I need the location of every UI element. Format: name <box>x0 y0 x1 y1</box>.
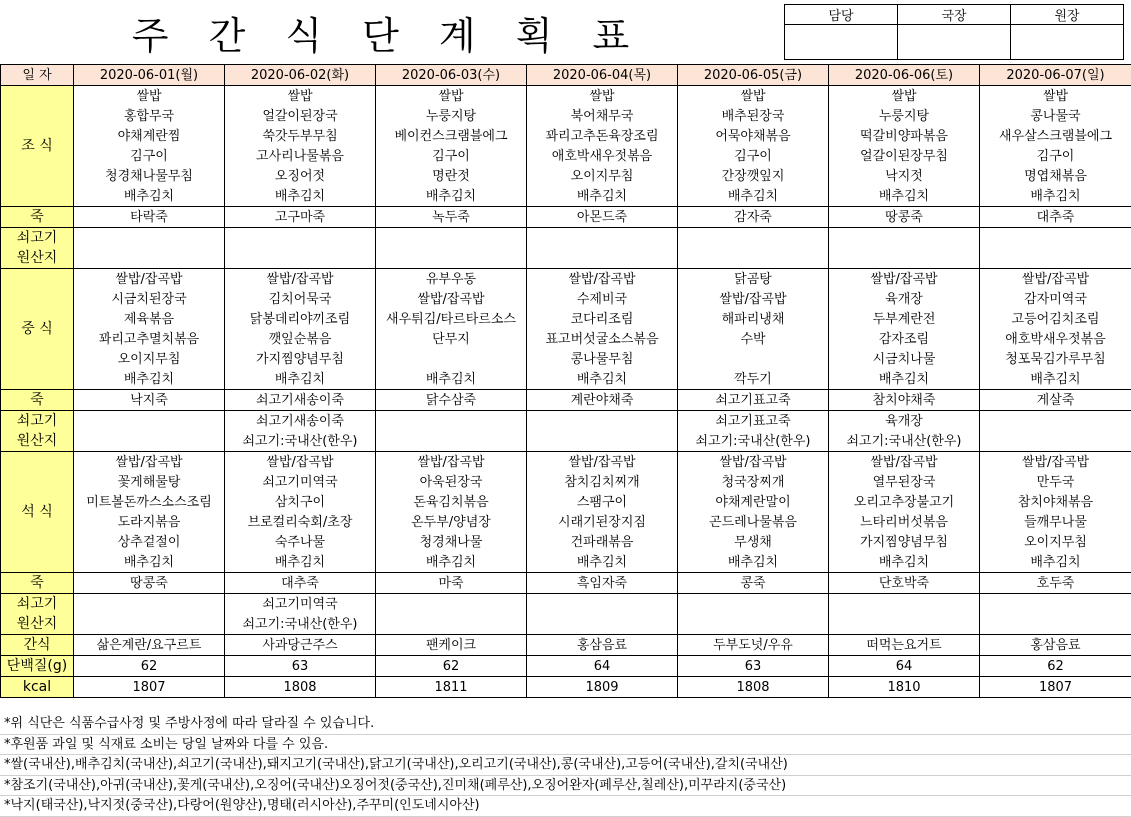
protein-item: 64 <box>829 656 980 677</box>
breakfast-item: 배추김치 <box>74 186 225 207</box>
breakfast-porridge-row <box>1 207 1131 228</box>
dinner-item: 아욱된장국 <box>376 472 527 492</box>
dinner-row <box>1 472 1131 492</box>
beef-origin-1-item <box>74 228 225 249</box>
breakfast-row <box>1 126 1131 146</box>
beef-origin-2-item: 쇠고기표고죽 <box>678 411 829 432</box>
dinner-item: 쇠고기미역국 <box>225 472 376 492</box>
approval-sign-head[interactable] <box>1011 25 1124 60</box>
beef-origin-3-item <box>376 594 527 615</box>
breakfast-item: 누룽지탕 <box>376 106 527 126</box>
snack-item: 두부도넛/우유 <box>678 635 829 656</box>
dinner-row <box>1 552 1131 573</box>
beef-origin-3-item <box>74 614 225 635</box>
breakfast-item: 배추김치 <box>980 186 1131 207</box>
breakfast-item: 고사리나물볶음 <box>225 146 376 166</box>
beef-origin-3-item <box>678 594 829 615</box>
breakfast-item: 얼갈이된장국 <box>225 106 376 126</box>
beef-origin-1-item <box>980 228 1131 249</box>
snack-item: 팬케이크 <box>376 635 527 656</box>
dinner-item: 브로컬리숙회/초장 <box>225 512 376 532</box>
lunch-item: 깻잎순볶음 <box>225 329 376 349</box>
dinner-item: 가지찜양념무침 <box>829 532 980 552</box>
beef-origin-2-item: 육개장 <box>829 411 980 432</box>
beef-origin-2-item <box>527 431 678 452</box>
dinner-item: 도라지볶음 <box>74 512 225 532</box>
dinner-item: 무생채 <box>678 532 829 552</box>
lunch-item: 배추김치 <box>225 369 376 390</box>
breakfast-item: 배추김치 <box>678 186 829 207</box>
beef-origin-1-item <box>225 228 376 249</box>
breakfast-porridge-item: 대추죽 <box>980 207 1131 228</box>
snack-row <box>1 635 1131 656</box>
dinner-item: 참치야채볶음 <box>980 492 1131 512</box>
beef-origin-3-item: 쇠고기:국내산(한우) <box>225 614 376 635</box>
dinner-item: 청경채나물 <box>376 532 527 552</box>
lunch-item: 꽈리고추멸치볶음 <box>74 329 225 349</box>
date-header: 2020-06-03(수) <box>376 65 527 86</box>
beef-origin-3-label: 쇠고기 <box>1 594 74 615</box>
breakfast-row <box>1 186 1131 207</box>
breakfast-porridge-item: 녹두죽 <box>376 207 527 228</box>
snack-item: 사과당근주스 <box>225 635 376 656</box>
beef-origin-1-item <box>678 228 829 249</box>
lunch-item <box>376 349 527 369</box>
protein-item: 63 <box>225 656 376 677</box>
lunch-item: 감자조림 <box>829 329 980 349</box>
breakfast-item: 새우살스크램블에그 <box>980 126 1131 146</box>
dinner-label: 석 식 <box>1 452 74 573</box>
beef-origin-2-row <box>1 431 1131 452</box>
lunch-porridge-item: 쇠고기새송이죽 <box>225 390 376 411</box>
beef-origin-3-row <box>1 614 1131 635</box>
breakfast-item: 콩나물국 <box>980 106 1131 126</box>
approval-sign-manager[interactable] <box>785 25 898 60</box>
breakfast-porridge-item: 땅콩죽 <box>829 207 980 228</box>
dinner-porridge-item: 흑임자죽 <box>527 573 678 594</box>
lunch-item: 수제비국 <box>527 289 678 309</box>
date-header: 2020-06-05(금) <box>678 65 829 86</box>
lunch-item: 쌀밥/잡곡밥 <box>376 289 527 309</box>
breakfast-item: 쌀밥 <box>74 86 225 107</box>
breakfast-item: 쌀밥 <box>829 86 980 107</box>
lunch-item: 배추김치 <box>980 369 1131 390</box>
breakfast-item: 떡갈비양파볶음 <box>829 126 980 146</box>
page-title: 주 간 식 단 계 획 표 <box>0 0 775 64</box>
lunch-item: 고등어김치조림 <box>980 309 1131 329</box>
dinner-row <box>1 512 1131 532</box>
lunch-item <box>678 349 829 369</box>
dinner-item: 숙주나물 <box>225 532 376 552</box>
breakfast-item: 애호박새우젓볶음 <box>527 146 678 166</box>
beef-origin-2-item: 쇠고기:국내산(한우) <box>829 431 980 452</box>
dinner-item: 곤드레나물볶음 <box>678 512 829 532</box>
breakfast-label: 조 식 <box>1 86 74 207</box>
breakfast-item: 꽈리고추돈육장조림 <box>527 126 678 146</box>
lunch-item: 배추김치 <box>74 369 225 390</box>
kcal-item: 1807 <box>74 677 225 698</box>
lunch-item: 해파리냉채 <box>678 309 829 329</box>
breakfast-item: 명엽채볶음 <box>980 166 1131 186</box>
dinner-item: 온두부/양념장 <box>376 512 527 532</box>
breakfast-item: 쌀밥 <box>678 86 829 107</box>
lunch-porridge-item: 참치야채죽 <box>829 390 980 411</box>
dinner-porridge-item: 단호박죽 <box>829 573 980 594</box>
lunch-item: 김치어묵국 <box>225 289 376 309</box>
breakfast-item: 쌀밥 <box>527 86 678 107</box>
breakfast-porridge-label: 죽 <box>1 207 74 228</box>
beef-origin-1-item <box>829 248 980 269</box>
lunch-item: 쌀밥/잡곡밥 <box>74 269 225 290</box>
kcal-item: 1810 <box>829 677 980 698</box>
protein-item: 64 <box>527 656 678 677</box>
dinner-porridge-item: 마죽 <box>376 573 527 594</box>
beef-origin-2-item <box>376 431 527 452</box>
dinner-item: 시래기된장지짐 <box>527 512 678 532</box>
snack-item: 홍삼음료 <box>527 635 678 656</box>
lunch-item: 육개장 <box>829 289 980 309</box>
kcal-item: 1809 <box>527 677 678 698</box>
lunch-porridge-item: 계란야채죽 <box>527 390 678 411</box>
snack-item: 홍삼음료 <box>980 635 1131 656</box>
beef-origin-1-item <box>980 248 1131 269</box>
note-line: *후원품 과일 및 식재료 소비는 당일 날짜와 다를 수 있음. <box>0 735 1131 756</box>
lunch-item: 유부우동 <box>376 269 527 290</box>
dinner-item: 청국장찌개 <box>678 472 829 492</box>
beef-origin-1-item <box>678 248 829 269</box>
lunch-item: 수박 <box>678 329 829 349</box>
lunch-item: 쌀밥/잡곡밥 <box>829 269 980 290</box>
breakfast-item: 김구이 <box>980 146 1131 166</box>
notes <box>0 714 1131 817</box>
dinner-row <box>1 492 1131 512</box>
lunch-porridge-item: 쇠고기표고죽 <box>678 390 829 411</box>
protein-item: 62 <box>74 656 225 677</box>
beef-origin-2-item: 쇠고기새송이죽 <box>225 411 376 432</box>
lunch-porridge-label: 죽 <box>1 390 74 411</box>
breakfast-item: 쌀밥 <box>980 86 1131 107</box>
breakfast-item: 쑥갓두부무침 <box>225 126 376 146</box>
breakfast-porridge-item: 감자죽 <box>678 207 829 228</box>
approval-sign-director[interactable] <box>898 25 1011 60</box>
dinner-item: 쌀밥/잡곡밥 <box>74 452 225 473</box>
lunch-item: 콩나물무침 <box>527 349 678 369</box>
dinner-item: 꽃게해물탕 <box>74 472 225 492</box>
dinner-item: 건파래볶음 <box>527 532 678 552</box>
beef-origin-2-label: 원산지 <box>1 431 74 452</box>
date-header: 2020-06-01(월) <box>74 65 225 86</box>
breakfast-row <box>1 86 1131 107</box>
breakfast-item: 김구이 <box>74 146 225 166</box>
breakfast-porridge-item: 아몬드죽 <box>527 207 678 228</box>
beef-origin-3-item <box>527 594 678 615</box>
header-row <box>1 65 1131 86</box>
lunch-item: 오이지무침 <box>74 349 225 369</box>
breakfast-item: 쌀밥 <box>376 86 527 107</box>
beef-origin-2-label: 쇠고기 <box>1 411 74 432</box>
breakfast-item: 야채계란찜 <box>74 126 225 146</box>
dinner-porridge-label: 죽 <box>1 573 74 594</box>
lunch-item: 시금치된장국 <box>74 289 225 309</box>
note-line: *쌀(국내산),배추김치(국내산),쇠고기(국내산),돼지고기(국내산),닭고기(국내산),오리고기(국내산),콩(국내산),고등어(국내산),갈치(국내산) <box>0 755 1131 776</box>
dinner-item: 배추김치 <box>980 552 1131 573</box>
breakfast-item: 오이지무침 <box>527 166 678 186</box>
beef-origin-3-row <box>1 594 1131 615</box>
dinner-item: 스팸구이 <box>527 492 678 512</box>
dinner-porridge-item: 땅콩죽 <box>74 573 225 594</box>
protein-item: 63 <box>678 656 829 677</box>
beef-origin-2-item <box>74 431 225 452</box>
dinner-porridge-item: 콩죽 <box>678 573 829 594</box>
dinner-item: 배추김치 <box>527 552 678 573</box>
dinner-row <box>1 452 1131 473</box>
breakfast-item: 배추김치 <box>376 186 527 207</box>
breakfast-item: 베이컨스크램블에그 <box>376 126 527 146</box>
dinner-item: 야채계란말이 <box>678 492 829 512</box>
breakfast-item: 배추김치 <box>527 186 678 207</box>
lunch-item: 가지찜양념무침 <box>225 349 376 369</box>
lunch-item: 쌀밥/잡곡밥 <box>678 289 829 309</box>
kcal-item: 1807 <box>980 677 1131 698</box>
beef-origin-1-item <box>527 228 678 249</box>
beef-origin-2-item: 쇠고기:국내산(한우) <box>678 431 829 452</box>
kcal-label: kcal <box>1 677 74 698</box>
beef-origin-3-item <box>527 614 678 635</box>
breakfast-item: 어묵야채볶음 <box>678 126 829 146</box>
dinner-item: 오이지무침 <box>980 532 1131 552</box>
lunch-item: 닭곰탕 <box>678 269 829 290</box>
beef-origin-3-item: 쇠고기미역국 <box>225 594 376 615</box>
lunch-porridge-item: 낙지죽 <box>74 390 225 411</box>
dinner-item: 쌀밥/잡곡밥 <box>829 452 980 473</box>
lunch-row <box>1 289 1131 309</box>
lunch-item: 깍두기 <box>678 369 829 390</box>
dinner-item: 쌀밥/잡곡밥 <box>527 452 678 473</box>
lunch-item: 두부계란전 <box>829 309 980 329</box>
dinner-row <box>1 532 1131 552</box>
beef-origin-1-item <box>225 248 376 269</box>
dinner-porridge-item: 대추죽 <box>225 573 376 594</box>
date-header: 2020-06-07(일) <box>980 65 1131 86</box>
dinner-item: 만두국 <box>980 472 1131 492</box>
breakfast-item: 청경채나물무침 <box>74 166 225 186</box>
dinner-item: 쌀밥/잡곡밥 <box>678 452 829 473</box>
beef-origin-1-item <box>829 228 980 249</box>
lunch-porridge-item: 게살죽 <box>980 390 1131 411</box>
beef-origin-1-item <box>527 248 678 269</box>
lunch-row <box>1 269 1131 290</box>
lunch-item: 닭봉데리야끼조림 <box>225 309 376 329</box>
dinner-porridge-row <box>1 573 1131 594</box>
lunch-item: 배추김치 <box>376 369 527 390</box>
note-line: *위 식단은 식품수급사정 및 주방사정에 따라 달라질 수 있습니다. <box>0 714 1131 735</box>
date-header: 2020-06-04(목) <box>527 65 678 86</box>
beef-origin-2-item <box>376 411 527 432</box>
beef-origin-3-item <box>74 594 225 615</box>
beef-origin-3-item <box>980 594 1131 615</box>
breakfast-item: 누룽지탕 <box>829 106 980 126</box>
breakfast-item: 북어채무국 <box>527 106 678 126</box>
kcal-item: 1808 <box>225 677 376 698</box>
beef-origin-1-item <box>376 248 527 269</box>
lunch-item: 쌀밥/잡곡밥 <box>980 269 1131 290</box>
beef-origin-2-item <box>980 411 1131 432</box>
breakfast-item: 배추된장국 <box>678 106 829 126</box>
beef-origin-3-label: 원산지 <box>1 614 74 635</box>
lunch-item: 단무지 <box>376 329 527 349</box>
breakfast-item: 간장깻잎지 <box>678 166 829 186</box>
beef-origin-2-item: 쇠고기:국내산(한우) <box>225 431 376 452</box>
dinner-item: 미트볼돈까스소스조림 <box>74 492 225 512</box>
breakfast-item: 명란젓 <box>376 166 527 186</box>
dinner-item: 열무된장국 <box>829 472 980 492</box>
breakfast-item: 김구이 <box>678 146 829 166</box>
kcal-item: 1811 <box>376 677 527 698</box>
beef-origin-1-label: 원산지 <box>1 248 74 269</box>
breakfast-item: 오징어젓 <box>225 166 376 186</box>
lunch-item: 코다리조림 <box>527 309 678 329</box>
dinner-item: 참치김치찌개 <box>527 472 678 492</box>
beef-origin-3-item <box>829 614 980 635</box>
dinner-item: 배추김치 <box>74 552 225 573</box>
protein-item: 62 <box>376 656 527 677</box>
dinner-item: 쌀밥/잡곡밥 <box>225 452 376 473</box>
dinner-item: 느타리버섯볶음 <box>829 512 980 532</box>
dinner-item: 오리고추장불고기 <box>829 492 980 512</box>
approval-label-manager: 담당 <box>785 5 898 25</box>
lunch-item: 청포묵김가루무침 <box>980 349 1131 369</box>
lunch-row <box>1 329 1131 349</box>
breakfast-item: 배추김치 <box>829 186 980 207</box>
lunch-porridge-item: 닭수삼죽 <box>376 390 527 411</box>
breakfast-item: 김구이 <box>376 146 527 166</box>
dinner-item: 배추김치 <box>829 552 980 573</box>
lunch-row <box>1 309 1131 329</box>
beef-origin-1-item <box>74 248 225 269</box>
dinner-item: 돈육김치볶음 <box>376 492 527 512</box>
beef-origin-3-item <box>829 594 980 615</box>
lunch-item: 시금치나물 <box>829 349 980 369</box>
breakfast-row <box>1 166 1131 186</box>
dinner-item: 들깨무나물 <box>980 512 1131 532</box>
dinner-porridge-item: 호두죽 <box>980 573 1131 594</box>
breakfast-porridge-item: 고구마죽 <box>225 207 376 228</box>
protein-row <box>1 656 1131 677</box>
beef-origin-2-item <box>527 411 678 432</box>
protein-item: 62 <box>980 656 1131 677</box>
breakfast-item: 얼갈이된장무침 <box>829 146 980 166</box>
beef-origin-3-item <box>980 614 1131 635</box>
beef-origin-2-item <box>74 411 225 432</box>
beef-origin-1-row <box>1 228 1131 249</box>
lunch-row <box>1 349 1131 369</box>
beef-origin-1-row <box>1 248 1131 269</box>
lunch-row <box>1 369 1131 390</box>
breakfast-item: 낙지젓 <box>829 166 980 186</box>
breakfast-porridge-item: 타락죽 <box>74 207 225 228</box>
breakfast-row <box>1 106 1131 126</box>
breakfast-item: 쌀밥 <box>225 86 376 107</box>
breakfast-item: 홍합무국 <box>74 106 225 126</box>
lunch-porridge-row <box>1 390 1131 411</box>
beef-origin-3-item <box>678 614 829 635</box>
date-label: 일 자 <box>1 65 74 86</box>
lunch-item: 감자미역국 <box>980 289 1131 309</box>
dinner-item: 상추겉절이 <box>74 532 225 552</box>
dinner-item: 삼치구이 <box>225 492 376 512</box>
breakfast-item: 배추김치 <box>225 186 376 207</box>
beef-origin-2-item <box>980 431 1131 452</box>
weekly-menu-table <box>0 64 1131 698</box>
lunch-item: 표고버섯굴소스볶음 <box>527 329 678 349</box>
note-line: *참조기(국내산),아귀(국내산),꽃게(국내산),오징어(국내산)오징어젓(중국산),진미채(페루산),오징어완자(페루산,칠레산),미꾸라지(중국산) <box>0 776 1131 797</box>
lunch-item: 새우튀김/타르타르소스 <box>376 309 527 329</box>
kcal-item: 1808 <box>678 677 829 698</box>
dinner-item: 배추김치 <box>678 552 829 573</box>
snack-label: 간식 <box>1 635 74 656</box>
date-header: 2020-06-02(화) <box>225 65 376 86</box>
dinner-item: 배추김치 <box>225 552 376 573</box>
dinner-item: 쌀밥/잡곡밥 <box>376 452 527 473</box>
snack-item: 떠먹는요거트 <box>829 635 980 656</box>
lunch-item: 애호박새우젓볶음 <box>980 329 1131 349</box>
note-line: *낙지(태국산),낙지젓(중국산),다랑어(원양산),명태(러시아산),주꾸미(인도네시아산) <box>0 796 1131 817</box>
beef-origin-1-label: 쇠고기 <box>1 228 74 249</box>
approval-label-director: 국장 <box>898 5 1011 25</box>
lunch-item: 배추김치 <box>527 369 678 390</box>
approval-label-head: 원장 <box>1011 5 1124 25</box>
beef-origin-2-row <box>1 411 1131 432</box>
kcal-row <box>1 677 1131 698</box>
snack-item: 삶은계란/요구르트 <box>74 635 225 656</box>
lunch-item: 쌀밥/잡곡밥 <box>225 269 376 290</box>
lunch-item: 쌀밥/잡곡밥 <box>527 269 678 290</box>
date-header: 2020-06-06(토) <box>829 65 980 86</box>
lunch-item: 배추김치 <box>829 369 980 390</box>
dinner-item: 배추김치 <box>376 552 527 573</box>
protein-label: 단백질(g) <box>1 656 74 677</box>
beef-origin-3-item <box>376 614 527 635</box>
breakfast-row <box>1 146 1131 166</box>
lunch-item: 제육볶음 <box>74 309 225 329</box>
approval-box <box>784 4 1124 60</box>
beef-origin-1-item <box>376 228 527 249</box>
dinner-item: 쌀밥/잡곡밥 <box>980 452 1131 473</box>
lunch-label: 중 식 <box>1 269 74 390</box>
